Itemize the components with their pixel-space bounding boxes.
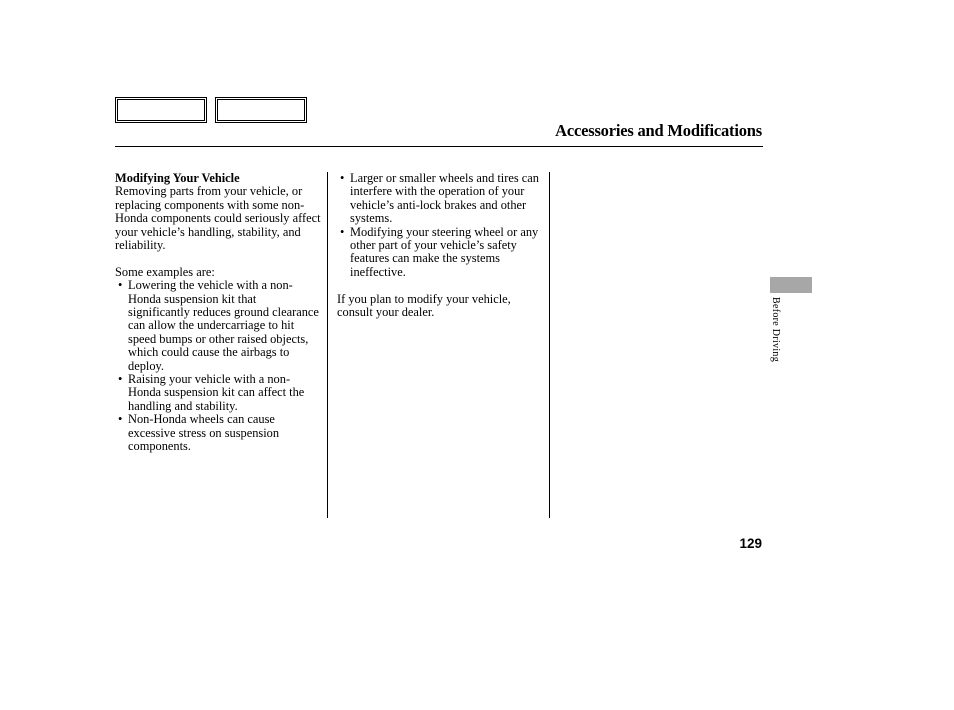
bullet-icon: • bbox=[118, 278, 123, 293]
section-heading: Modifying Your Vehicle bbox=[115, 171, 240, 185]
list-item bbox=[115, 373, 321, 413]
bullet-icon: • bbox=[118, 372, 123, 387]
title-divider bbox=[115, 146, 763, 147]
bullet-icon: • bbox=[340, 171, 345, 185]
list-item-text: Lowering the vehicle with a non-Honda suspension kit that significantly reduces ground clearance can allow the undercarriage to hit speed bumps or other raised objects, which could cause the airbags to deploy. bbox=[128, 278, 319, 373]
bullet-icon: • bbox=[118, 412, 123, 427]
section-side-label: Before Driving bbox=[770, 297, 781, 363]
column-divider bbox=[327, 172, 328, 518]
page-title: Accessories and Modifications bbox=[555, 121, 762, 140]
nav-button-2[interactable] bbox=[215, 97, 307, 123]
list-item bbox=[115, 413, 321, 453]
list-item-text: Modifying your steering wheel or any other part of your vehicle’s safety features can make the systems ineffective. bbox=[350, 224, 539, 279]
examples-label: Some examples are: bbox=[115, 264, 215, 279]
bullet-icon: • bbox=[340, 224, 345, 239]
list-item-text: Non-Honda wheels can cause excessive stress on suspension components. bbox=[128, 412, 280, 454]
list-item-text: Raising your vehicle with a non-Honda suspension kit can affect the handling and stability. bbox=[128, 372, 305, 413]
section-thumb-tab[interactable] bbox=[770, 277, 812, 293]
list-item bbox=[115, 279, 321, 373]
list-item bbox=[337, 172, 543, 226]
column-2 bbox=[337, 172, 543, 319]
intro-paragraph: Removing parts from your vehicle, or replacing components with some non-Honda components could seriously affect your vehicle’s handling, stability, and reliability. bbox=[115, 184, 321, 253]
list-item bbox=[337, 226, 543, 280]
list-item-text: Larger or smaller wheels and tires can interfere with the operation of your vehicle’s anti-lock brakes and other systems. bbox=[350, 171, 539, 226]
closing-paragraph: If you plan to modify your vehicle, consult your dealer. bbox=[337, 291, 511, 320]
page-number: 129 bbox=[739, 536, 762, 551]
column-divider bbox=[549, 172, 550, 518]
column-1 bbox=[115, 172, 321, 454]
nav-button-1[interactable] bbox=[115, 97, 207, 123]
